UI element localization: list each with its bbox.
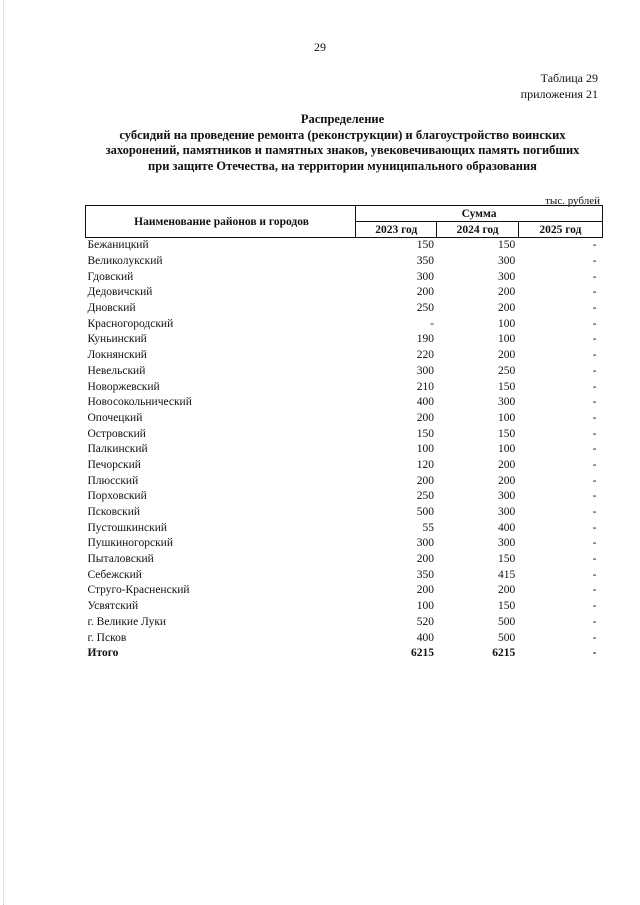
value-2025: - <box>592 490 597 503</box>
table-row <box>86 332 603 348</box>
value-2023: 120 <box>416 458 434 471</box>
table-row <box>86 630 603 646</box>
value-2023: 400 <box>416 631 434 644</box>
title-line1: Распределение <box>300 112 385 126</box>
table-ref-line1: Таблица 29 <box>540 71 598 85</box>
district-name: Опочецкий <box>87 411 143 424</box>
table-row <box>86 269 603 285</box>
district-name: Струго-Красненский <box>87 584 190 597</box>
value-2025: - <box>592 364 597 377</box>
value-2024: 200 <box>498 584 516 597</box>
value-2025: - <box>592 521 597 534</box>
page-edge <box>3 0 5 905</box>
table-ref-line2: приложения 21 <box>520 87 598 101</box>
units-label: тыс. рублей <box>545 195 600 207</box>
title-line3: захоронений, памятников и памятных знаков, увековечивающих память погибших <box>105 143 580 157</box>
value-2024: 100 <box>498 443 516 456</box>
district-name: Печорский <box>87 458 141 471</box>
value-2023: 200 <box>416 584 434 597</box>
district-name: Порховский <box>87 490 147 503</box>
district-name: Псковский <box>87 506 141 519</box>
value-2023: 100 <box>416 443 434 456</box>
district-name: г. Великие Луки <box>87 615 167 628</box>
value-2025: - <box>592 302 597 315</box>
value-2024: 415 <box>498 568 516 581</box>
district-name: Себежский <box>87 568 142 581</box>
value-2025: - <box>592 631 597 644</box>
district-name: Пыталовский <box>87 553 154 566</box>
table-row <box>86 426 603 442</box>
value-2024: 400 <box>498 521 516 534</box>
total-row <box>86 646 603 662</box>
value-2023: 150 <box>416 427 434 440</box>
value-2023: 200 <box>416 474 434 487</box>
value-2023: 200 <box>416 553 434 566</box>
total-2025: - <box>592 647 597 660</box>
value-2023: 200 <box>416 286 434 299</box>
total-2024: 6215 <box>492 647 516 660</box>
district-name: Островский <box>87 427 146 440</box>
table-row <box>86 348 603 364</box>
value-2025: - <box>592 458 597 471</box>
value-2024: 300 <box>498 537 516 550</box>
table-row <box>86 615 603 631</box>
table-row <box>86 364 603 380</box>
value-2023: 100 <box>416 600 434 613</box>
value-2023: 210 <box>416 380 434 393</box>
value-2025: - <box>592 349 597 362</box>
value-2023: 300 <box>416 270 434 283</box>
value-2024: 300 <box>498 270 516 283</box>
value-2025: - <box>592 411 597 424</box>
value-2025: - <box>592 270 597 283</box>
value-2024: 100 <box>498 333 516 346</box>
value-2025: - <box>592 317 597 330</box>
district-name: Бежаницкий <box>87 239 149 252</box>
subsidy-table <box>85 205 603 662</box>
value-2023: 350 <box>416 255 434 268</box>
value-2023: 400 <box>416 396 434 409</box>
value-2023: 500 <box>416 506 434 519</box>
value-2023: 220 <box>416 349 434 362</box>
value-2024: 200 <box>498 474 516 487</box>
value-2025: - <box>592 537 597 550</box>
value-2025: - <box>592 615 597 628</box>
value-2025: - <box>592 396 597 409</box>
value-2023: 150 <box>416 239 434 252</box>
district-name: Пушкиногорский <box>87 537 173 550</box>
value-2023: 190 <box>416 333 434 346</box>
value-2025: - <box>592 474 597 487</box>
value-2023: 200 <box>416 411 434 424</box>
value-2025: - <box>592 506 597 519</box>
district-name: Плюсский <box>87 474 139 487</box>
district-name: Великолукский <box>87 255 163 268</box>
table-row <box>86 599 603 615</box>
value-2024: 200 <box>498 286 516 299</box>
value-2024: 150 <box>498 380 516 393</box>
value-2024: 300 <box>498 490 516 503</box>
value-2023: 250 <box>416 490 434 503</box>
table-row <box>86 316 603 332</box>
value-2024: 300 <box>498 506 516 519</box>
district-name: Дновский <box>87 302 136 315</box>
value-2025: - <box>592 568 597 581</box>
value-2025: - <box>592 255 597 268</box>
value-2025: - <box>592 553 597 566</box>
header-sum: Сумма <box>356 206 603 222</box>
total-2023: 6215 <box>410 647 434 660</box>
value-2024: 150 <box>498 553 516 566</box>
value-2025: - <box>592 239 597 252</box>
value-2023: - <box>430 317 434 330</box>
header-name: Наименование районов и городов <box>86 206 356 238</box>
table-row <box>86 505 603 521</box>
value-2024: 200 <box>498 302 516 315</box>
district-name: Палкинский <box>87 443 148 456</box>
table-row <box>86 473 603 489</box>
value-2023: 350 <box>416 568 434 581</box>
table-header <box>86 206 603 238</box>
value-2024: 150 <box>498 427 516 440</box>
table-row <box>86 458 603 474</box>
table-row <box>86 395 603 411</box>
table-row <box>86 285 603 301</box>
value-2024: 150 <box>498 239 516 252</box>
value-2024: 500 <box>498 615 516 628</box>
district-name: Красногородский <box>87 317 174 330</box>
value-2023: 520 <box>416 615 434 628</box>
value-2024: 500 <box>498 631 516 644</box>
header-year-2024: 2024 год <box>437 222 518 238</box>
title-line4: при защите Отечества, на территории муниципального образования <box>148 158 537 173</box>
value-2025: - <box>592 443 597 456</box>
value-2024: 250 <box>498 364 516 377</box>
table-row <box>86 552 603 568</box>
value-2023: 300 <box>416 364 434 377</box>
value-2024: 150 <box>498 600 516 613</box>
header-year-2025: 2025 год <box>518 222 602 238</box>
table-row <box>86 442 603 458</box>
value-2024: 200 <box>498 458 516 471</box>
header-row-1 <box>86 206 603 222</box>
district-name: Локнянский <box>87 349 147 362</box>
table-body <box>86 238 603 662</box>
district-name: Новосокольнический <box>87 396 192 409</box>
value-2024: 200 <box>498 349 516 362</box>
value-2025: - <box>592 600 597 613</box>
value-2023: 55 <box>422 521 434 534</box>
table-reference <box>521 70 598 102</box>
table-row <box>86 411 603 427</box>
district-name: Усвятский <box>87 600 139 613</box>
document-title <box>60 112 625 174</box>
district-name: Новоржевский <box>87 380 160 393</box>
district-name: Куньинский <box>87 333 147 346</box>
table-row <box>86 489 603 505</box>
table-row <box>86 536 603 552</box>
value-2023: 250 <box>416 302 434 315</box>
district-name: Пустошкинский <box>87 521 168 534</box>
table-row <box>86 254 603 270</box>
table-row <box>86 583 603 599</box>
value-2024: 300 <box>498 396 516 409</box>
value-2025: - <box>592 584 597 597</box>
value-2025: - <box>592 427 597 440</box>
total-label: Итого <box>87 647 119 660</box>
value-2024: 300 <box>498 255 516 268</box>
value-2023: 300 <box>416 537 434 550</box>
value-2025: - <box>592 333 597 346</box>
value-2025: - <box>592 286 597 299</box>
district-name: Дедовичский <box>87 286 153 299</box>
district-name: Невельский <box>87 364 146 377</box>
value-2024: 100 <box>498 411 516 424</box>
table-row <box>86 238 603 254</box>
table-row <box>86 379 603 395</box>
table-row <box>86 520 603 536</box>
value-2025: - <box>592 380 597 393</box>
header-year-2023: 2023 год <box>356 222 437 238</box>
district-name: Гдовский <box>87 270 134 283</box>
district-name: г. Псков <box>87 631 127 644</box>
table-row <box>86 567 603 583</box>
title-line2: субсидий на проведение ремонта (реконструкции) и благоустройство воинских <box>119 127 566 142</box>
page-number: 29 <box>314 40 326 54</box>
value-2024: 100 <box>498 317 516 330</box>
table-row <box>86 301 603 317</box>
